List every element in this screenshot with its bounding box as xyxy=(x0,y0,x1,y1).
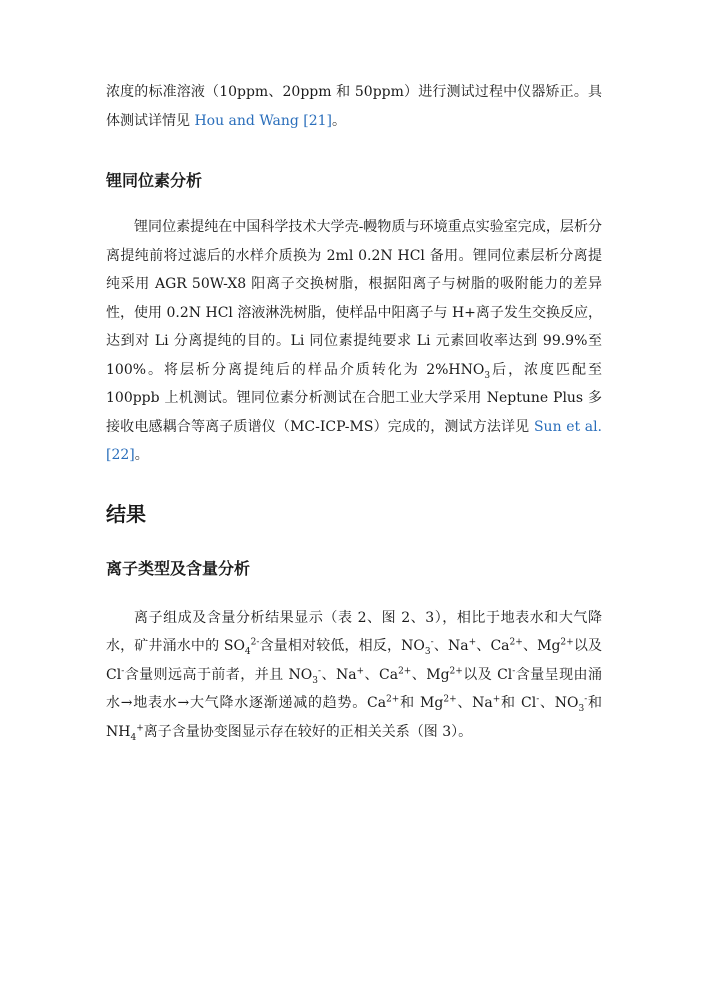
superscript: - xyxy=(512,665,516,676)
subscript: 4 xyxy=(130,732,137,743)
paragraph-text: 、Ca xyxy=(364,666,399,683)
paragraph-text: 后，浓度匹配至 100ppb 上机测试。锂同位素分析测试在合肥工业大学采用 Neptune Plus 多接收电感耦合等离子质谱仪（MC-ICP-MS）完成的，测试方法详见 xyxy=(106,361,602,435)
page-content xyxy=(106,78,602,746)
reference-link-sun[interactable]: Sun et al. [22] xyxy=(106,418,603,463)
superscript: 2+ xyxy=(449,665,463,676)
paragraph-text: 以及 Cl xyxy=(462,666,513,683)
paragraph-ion-analysis xyxy=(106,604,602,747)
superscript: - xyxy=(318,665,322,676)
section-heading-results: 结果 xyxy=(106,501,146,526)
paragraph-text: 含量呈现由涌水→地表水→大气降水逐渐递减的趋势。Ca xyxy=(106,666,603,711)
subscript: 3 xyxy=(312,675,318,686)
paragraph-text: 、Na xyxy=(433,638,469,654)
paragraph-text: 和 NH xyxy=(106,695,603,740)
paragraph-text: 、Na xyxy=(456,695,493,711)
paragraph-text: 。 xyxy=(134,447,149,463)
section-heading-li-isotope: 锂同位素分析 xyxy=(106,171,203,190)
subscript: 4 xyxy=(244,646,251,657)
paragraph-text: 含量则远高于前者，并且 NO xyxy=(124,666,313,683)
paragraph-text: 、Mg xyxy=(411,666,450,683)
paragraph-text: 离子含量协变图显示存在较好的正相关关系（图 3）。 xyxy=(143,723,473,740)
superscript: 2+ xyxy=(386,694,400,705)
superscript: - xyxy=(430,637,434,648)
paragraph-text: 。 xyxy=(332,112,347,129)
paragraph-text: 和 Cl xyxy=(500,695,537,711)
superscript: - xyxy=(536,694,540,705)
subscript: 3 xyxy=(484,370,491,381)
subscript: 3 xyxy=(424,646,431,657)
subscript: 3 xyxy=(578,703,585,714)
superscript: + xyxy=(492,694,501,705)
paragraph-text: 浓度的标准溶液（10ppm、20ppm 和 50ppm）进行测试过程中仪器矫正。具体测试详情见 xyxy=(106,84,602,129)
paragraph-text: 锂同位素提纯在中国科学技术大学壳-幔物质与环境重点实验室完成，层析分离提纯前将过滤后的水样介质换为 2ml 0.2N HCl 备用。锂同位素层析分离提纯采用 AGR 50W-X8 阳离子交换树脂，根据阳离子与树脂的吸附能力的差异性，使用 0.2N HCl 溶液淋洗树脂，使样品中阳离子与 H+离子发生交换反应，达到对 Li 分离提纯的目的。Li 同位素提纯要求 Li 元素回收率达到 99.9%至 100%。将层析分离提纯后的样品介质转化为 2%HNO xyxy=(106,219,602,378)
superscript: 2+ xyxy=(398,665,412,676)
superscript: 2+ xyxy=(560,637,574,648)
paragraph-text: 、Mg xyxy=(522,638,561,654)
paragraph-text: 以及 Cl xyxy=(106,638,602,683)
subsection-heading-ion-analysis: 离子类型及含量分析 xyxy=(106,558,251,578)
paragraph-text: 离子组成及含量分析结果显示（表 2、图 2、3），相比于地表水和大气降水，矿井涌水中的 SO xyxy=(106,609,602,654)
superscript: + xyxy=(136,722,144,733)
superscript: 2- xyxy=(250,637,260,648)
paragraph-text: 、NO xyxy=(539,695,579,711)
superscript: 2+ xyxy=(509,637,523,648)
paragraph-text: 、Ca xyxy=(476,638,510,654)
paragraph-calibration xyxy=(106,78,602,135)
reference-link-hou-wang[interactable]: Hou and Wang [21] xyxy=(194,112,333,129)
superscript: 2+ xyxy=(443,694,457,705)
superscript: + xyxy=(468,637,477,648)
superscript: - xyxy=(121,665,125,676)
superscript: - xyxy=(584,694,588,705)
paragraph-text: 含量相对较低，相反，NO xyxy=(259,638,425,654)
superscript: + xyxy=(356,665,365,676)
paragraph-li-isotope xyxy=(106,213,602,470)
paragraph-text: 、Na xyxy=(321,666,357,683)
paragraph-text: 和 Mg xyxy=(399,695,444,711)
